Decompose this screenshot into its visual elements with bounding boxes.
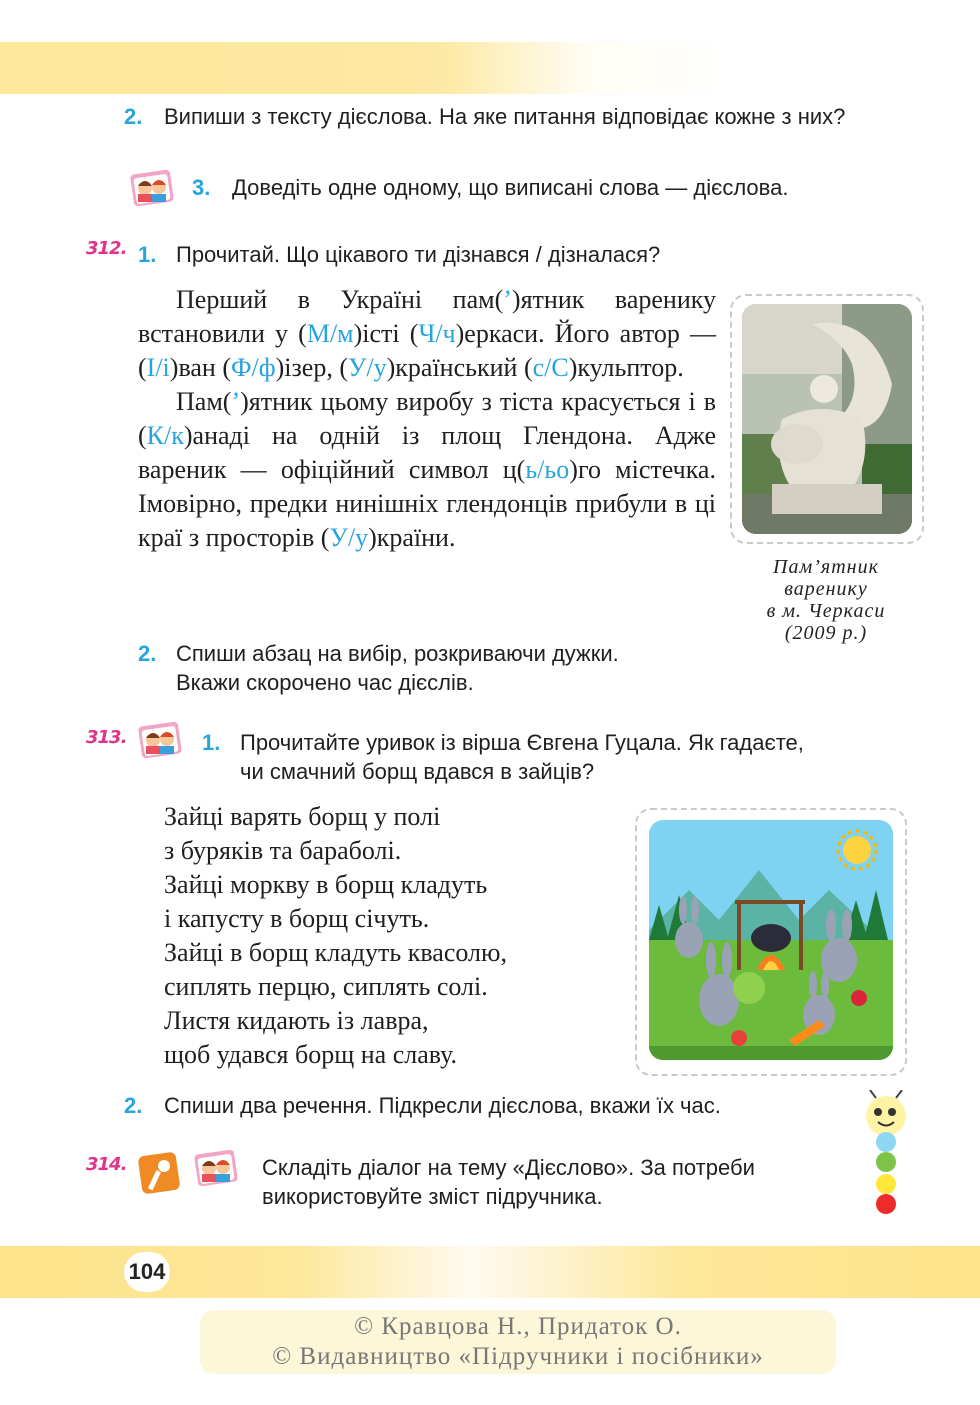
caption-line: в м. Черкаси	[766, 600, 886, 622]
task-number: 1.	[138, 242, 157, 267]
task-2-top	[124, 102, 914, 131]
pair-work-icon	[136, 720, 184, 767]
caterpillar-icon	[860, 1090, 914, 1225]
page-number: 104	[124, 1252, 170, 1292]
photo-frame	[730, 294, 924, 544]
task-number: 2.	[124, 1093, 143, 1118]
illustration-frame	[635, 808, 907, 1076]
pair-work-icon	[192, 1148, 240, 1195]
copyright-line: © Кравцова Н., Придаток О.	[354, 1313, 682, 1340]
ex314-text	[262, 1153, 862, 1211]
task-number: 2.	[124, 104, 143, 129]
poem-line: і капусту в борщ січуть.	[164, 904, 430, 933]
task-3-top	[192, 173, 912, 202]
task-number: 1.	[202, 730, 221, 755]
poem-line: з буряків та бараболі.	[164, 836, 402, 865]
poem	[164, 800, 634, 1072]
task-text: використовуйте зміст підручника.	[262, 1184, 603, 1209]
paragraph-2: Пам(’)ятник цьому виробу з тіста красується і в (К/к)анаді на одній із площ Глендона. Адже вареник — офіційний символ ц(ь/ьо)го містечка. Імовірно, предки нинішніх глендонців прибули в ці краї з просторів (У/у)країни.	[138, 387, 716, 552]
copyright-line: © Видавництво «Підручники і посібники»	[272, 1343, 764, 1370]
caption-line: (2009 р.)	[784, 622, 868, 644]
task-text: Випиши з тексту дієслова. На яке питання відповідає кожне з них?	[164, 104, 846, 129]
ex313-task-1	[202, 728, 922, 784]
task-text: Спиши два речення. Підкресли дієслова, вкажи їх час.	[164, 1093, 721, 1118]
hares-illustration	[649, 820, 893, 1060]
task-text: Прочитай. Що цікавого ти дізнався / дізналася?	[176, 242, 661, 267]
task-text: Складіть діалог на тему «Дієслово». За потреби	[262, 1155, 755, 1180]
task-number: 2.	[138, 641, 157, 666]
caption-line: варенику	[784, 578, 868, 600]
poem-line: щоб удався борщ на славу.	[164, 1040, 458, 1069]
microphone-icon	[138, 1150, 182, 1201]
exercise-number: 314.	[86, 1154, 127, 1175]
exercise-number: 313.	[86, 727, 127, 748]
task-text: Вкажи скорочено час дієслів.	[176, 670, 474, 695]
exercise-number: 312.	[86, 238, 127, 259]
task-number: 3.	[192, 175, 211, 200]
ex312-text	[138, 283, 716, 555]
poem-line: сиплять перцю, сиплять солі.	[164, 972, 488, 1001]
task-text: Спиши абзац на вибір, розкриваючи дужки.	[176, 641, 619, 666]
copyright-box	[200, 1310, 836, 1374]
task-text: Доведіть одне одному, що виписані слова — дієслова.	[232, 175, 789, 200]
caption-line: Пам’ятник	[773, 556, 879, 578]
task-text: Прочитайте уривок із вірша Євгена Гуцала. Як гадаєте,	[240, 730, 804, 755]
poem-line: Зайці в борщ кладуть квасолю,	[164, 938, 507, 967]
ex313-task-2	[124, 1091, 844, 1120]
poem-line: Зайці варять борщ у полі	[164, 802, 441, 831]
paragraph-1: Перший в Україні пам(’)ятник варенику встановили у (М/м)істі (Ч/ч)еркаси. Його автор — (І/і)ван (Ф/ф)ізер, (У/у)країнський (с/С)кульптор.	[138, 285, 716, 382]
top-band	[0, 42, 980, 94]
monument-photo	[742, 304, 912, 534]
poem-line: Листя кидають із лавра,	[164, 1006, 429, 1035]
pair-work-icon	[128, 168, 176, 215]
ex312-task-2	[138, 639, 738, 695]
task-text: чи смачний борщ вдався в зайців?	[240, 759, 595, 784]
photo-caption	[736, 556, 916, 644]
poem-line: Зайці моркву в борщ кладуть	[164, 870, 488, 899]
ex312-task-1	[138, 240, 778, 269]
